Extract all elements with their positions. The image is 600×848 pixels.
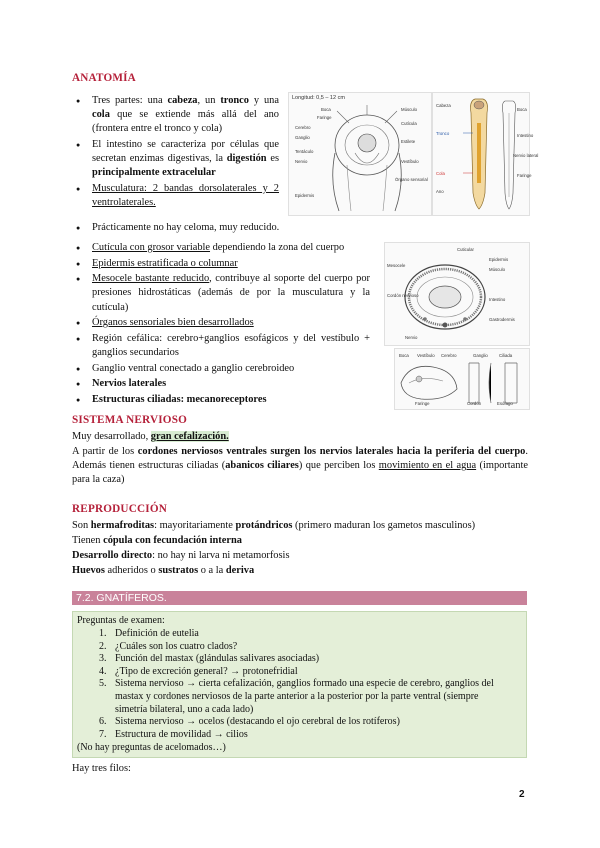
figure-label: Ciliada [499,353,513,358]
figure-label: Órgano sensorial [395,177,428,182]
anatomia-list-bottom [74,241,370,408]
figure-label: Boca [399,353,409,358]
reproduccion-line-4: Huevos adheridos o sustratos o a la deriva [72,565,255,576]
reproduccion-line-3: Desarrollo directo: no hay ni larva ni metamorfosis [72,550,290,561]
list-item: ● Tres partes: una cabeza, un tronco y una cola que se extiende más allá del ano (frontera entre el tronco y cola) [74,94,279,137]
list-item: 7. Estructura de movilidad → cilios [99,728,248,740]
heading-reproduccion: REPRODUCCIÓN [72,503,168,515]
exam-note: (No hay preguntas de acelomados…) [77,742,226,753]
figure-label: Gastrodermis [489,317,515,322]
figure-label: Boca [517,107,527,112]
figure-label: Epidermis [489,257,509,262]
figure-label: Boca [321,107,331,112]
figure-label: Nervio [405,335,418,340]
figure-label: Ganglio [295,135,310,140]
figure-label: Faringe [517,173,532,178]
figure-label: Intestino [489,297,506,302]
figure-label: Músculo [401,107,418,112]
figure-label: Nervio [295,159,308,164]
figure-label: Músculo [489,267,506,272]
figure-label: Cerebro [295,125,311,130]
list-item: ● Prácticamente no hay celoma, muy reducido. [74,221,374,235]
figure-label: Cordón nervioso [387,293,419,298]
list-item: ● Órganos sensoriales bien desarrollados [74,316,370,330]
anatomia-list-mid [74,221,374,237]
list-item: 4. ¿Tipo de excreción general? → protonefridial [99,665,298,677]
sistema-paragraph: A partir de los cordones nerviosos ventrales surgen los nervios laterales hacia la periferia del cuerpo. Además tienen estructuras ciliadas (abanicos ciliares) que perciben los movimiento en el agua (importante para la caza) [72,446,528,486]
heading-anatomia: ANATOMÍA [72,72,136,84]
list-item: ● Musculatura: 2 bandas dorsolaterales y 2 ventrolaterales. [74,182,279,210]
list-item: 2. ¿Cuáles son los cuatro clados? [99,640,238,652]
exam-questions-box [72,611,527,758]
list-item: ● Nervios laterales [74,377,370,391]
figure-whole-body [432,92,539,216]
figure-side-view [394,348,530,410]
list-item: ● Región cefálica: cerebro+ganglios esofágicos y del vestíbulo + ganglios secundarios [74,332,370,360]
list-item: ● Estructuras ciliadas: mecanoreceptores [74,393,370,407]
figure-label: Ganglio [473,353,488,358]
figure-label: Vestíbulo [417,353,435,358]
figure-label: Faringe [317,115,332,120]
list-item: ● Ganglio ventral conectado a ganglio cerebroideo [74,362,370,376]
closing-line: Hay tres filos: [72,763,131,774]
figure-label: Ano [436,189,444,194]
list-item: 1. Definición de eutelia [99,628,199,639]
exam-question-list [77,628,513,741]
heading-sistema-nervioso: SISTEMA NERVIOSO [72,414,188,426]
list-item: ● Cutícula con grosor variable dependiendo la zona del cuerpo [74,241,370,255]
figure-label: Tronco [436,131,450,136]
figure-cross-section [384,242,530,346]
section-bar-gnatiferos [72,591,527,605]
figure-caption: Longitud: 0,5 – 12 cm [292,95,345,101]
heading-gnatiferos: 7.2. GNATÍFEROS. [76,592,167,604]
figure-label: Estilete [401,139,416,144]
figure-label: Faringe [415,401,430,406]
figure-head-anatomy [288,92,432,216]
figure-label: Cutícula [401,121,417,126]
figure-label: Mesocele [387,263,406,268]
figure-label: Epidermis [295,193,315,198]
list-item: 3. Función del mastax (glándulas salivares asociadas) [99,653,320,665]
figure-label: Cordón [467,401,482,406]
figure-label: Cuticular [457,247,474,252]
list-item: ● Mesocele bastante reducido, contribuye al soporte del cuerpo por presiones hidrostáticas (además de por la musculatura y la cutícula) [74,272,370,315]
exam-title: Preguntas de examen: [77,615,165,626]
list-item: ● Epidermis estratificada o columnar [74,257,370,271]
sistema-line-1: Muy desarrollado, gran cefalización. [72,431,229,442]
reproduccion-line-2: Tienen cópula con fecundación interna [72,535,242,546]
figure-label: Nervio lateral [513,153,539,158]
reproduccion-line-1: Son hermafroditas: mayoritariamente protándricos (primero maduran los gametos masculinos) [72,520,476,531]
figure-label: Tentáculo [295,149,314,154]
figure-label: Cola [436,171,445,176]
anatomia-list-top [74,94,279,212]
list-item: ● El intestino se caracteriza por células que secretan enzimas digestivas, la digestión es principalmente extracelular [74,138,279,181]
list-item: 6. Sistema nervioso → ocelos (destacando el ojo cerebral de los rotíferos) [99,716,400,728]
page-number: 2 [519,789,525,800]
side-view-drawing [395,349,529,409]
figure-label: Esófago [497,401,513,406]
figure-label: Vestíbulo [401,159,419,164]
figure-label: Cerebro [441,353,457,358]
list-item: 5. Sistema nervioso → cierta cefalización, ganglios formado una especie de cerebro, ganglios del mastax y cordones nerviosos de la parte anterior a la posterior por la parte ventral (siempre simetría bilateral, uno a cada lado) [99,678,494,715]
figure-label: Cabeza [436,103,451,108]
figure-label: Intestino [517,133,534,138]
